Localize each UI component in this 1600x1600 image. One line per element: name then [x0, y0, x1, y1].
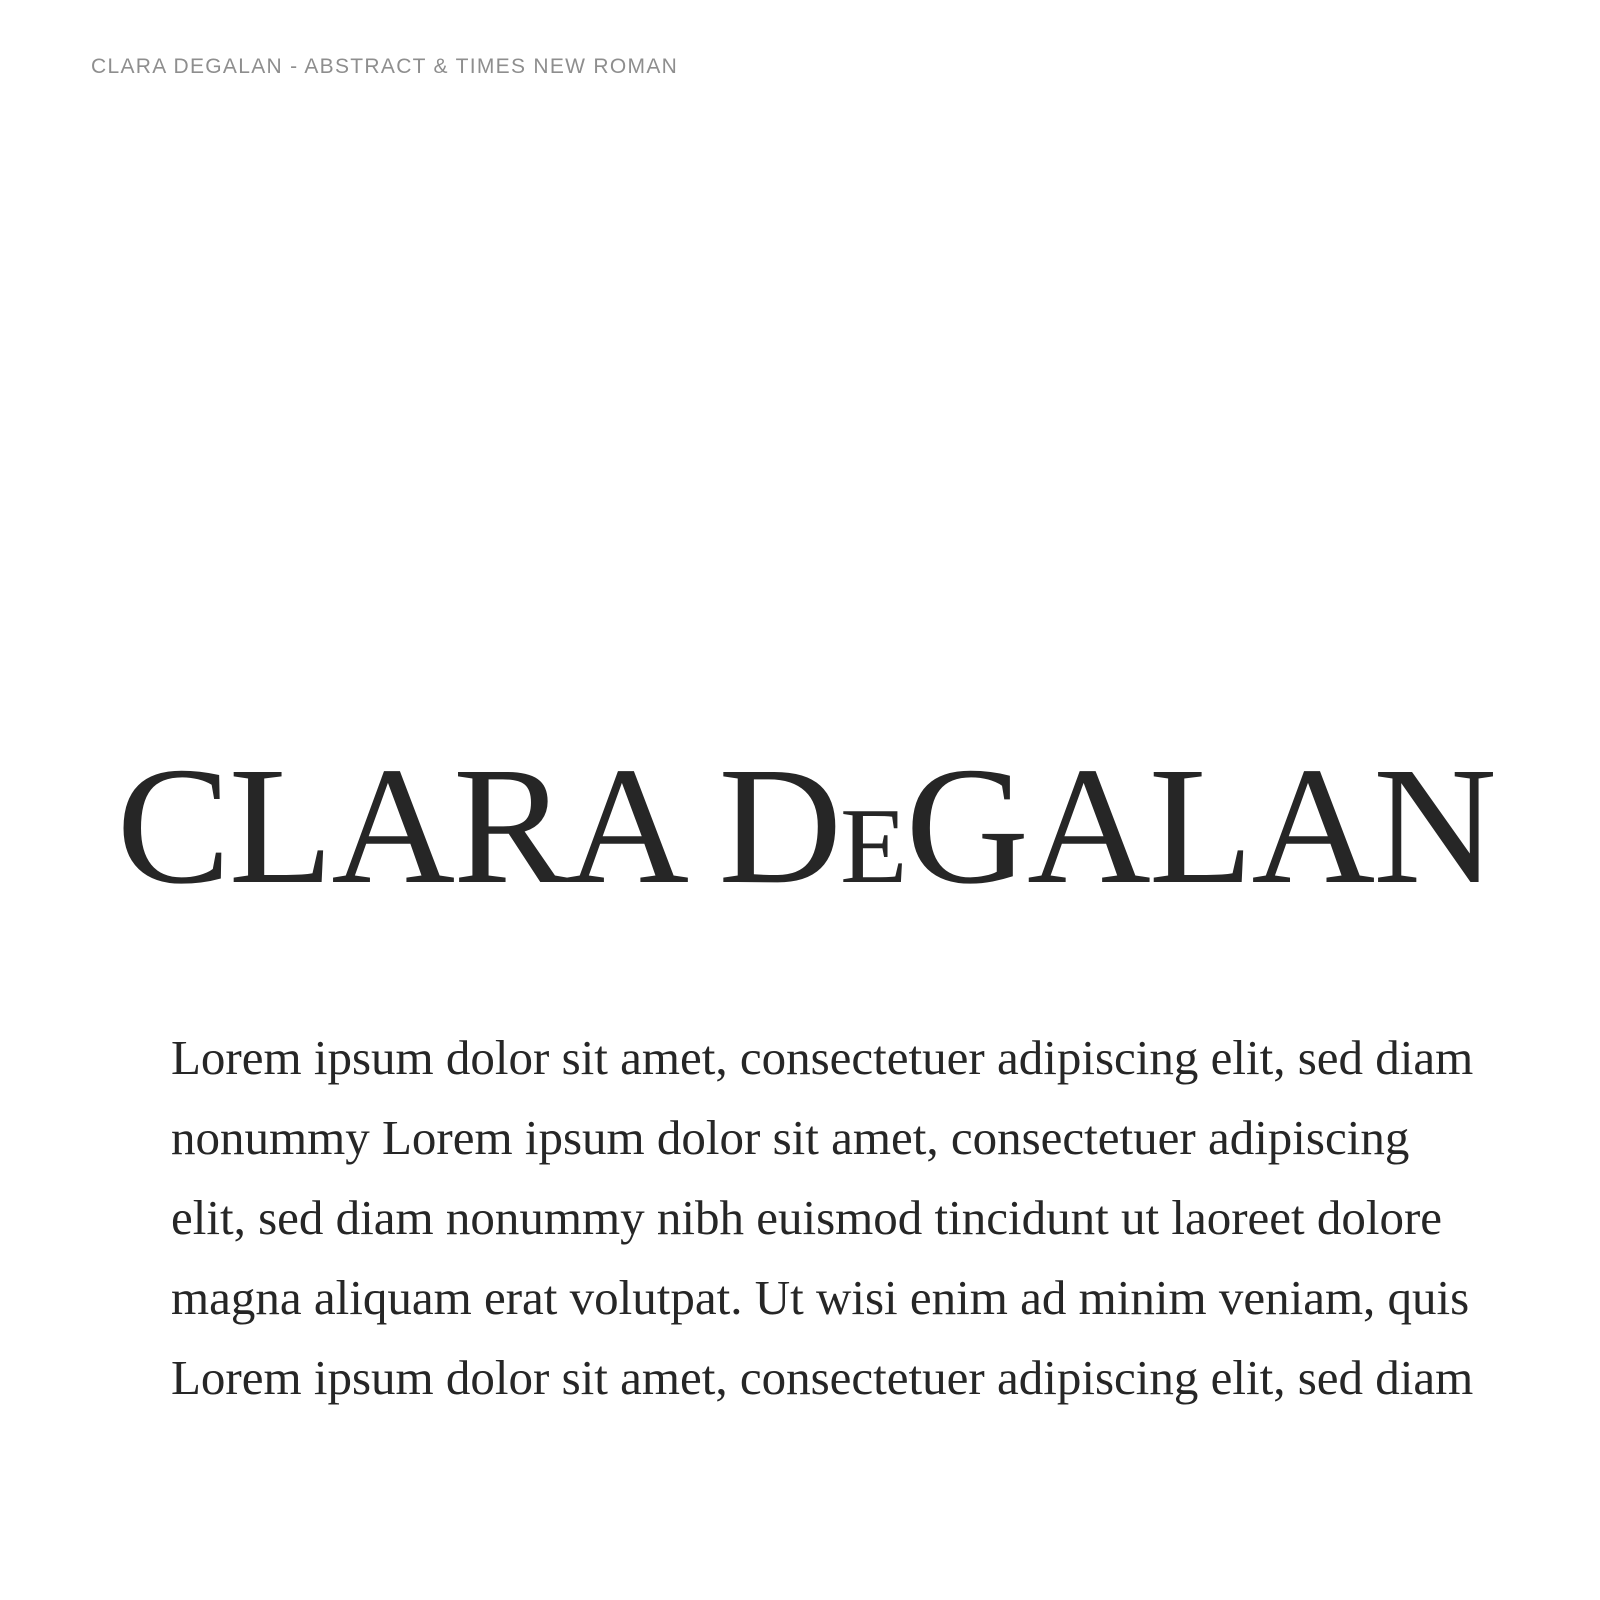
- body-line-4: magna aliquam erat volutpat. Ut wisi enim ad minim veniam, quis: [171, 1270, 1470, 1325]
- body-line-2: nonummy Lorem ipsum dolor sit amet, consectetuer adipiscing: [171, 1110, 1410, 1165]
- name-title: [116, 733, 1496, 919]
- name-title-small-e: E: [840, 787, 906, 906]
- header-caption: CLARA DEGALAN - ABSTRACT & TIMES NEW ROMAN: [91, 55, 679, 78]
- body-line-1: Lorem ipsum dolor sit amet, consectetuer adipiscing elit, sed diam: [171, 1030, 1474, 1085]
- body-line-5: Lorem ipsum dolor sit amet, consectetuer adipiscing elit, sed diam: [171, 1350, 1474, 1405]
- name-title-wrap: [0, 733, 1600, 919]
- name-title-part3: GALAN: [905, 733, 1496, 919]
- body-paragraph: [171, 1018, 1531, 1418]
- body-line-3: elit, sed diam nonummy nibh euismod tincidunt ut laoreet dolore: [171, 1190, 1443, 1245]
- name-title-part1: CLARA D: [116, 733, 841, 919]
